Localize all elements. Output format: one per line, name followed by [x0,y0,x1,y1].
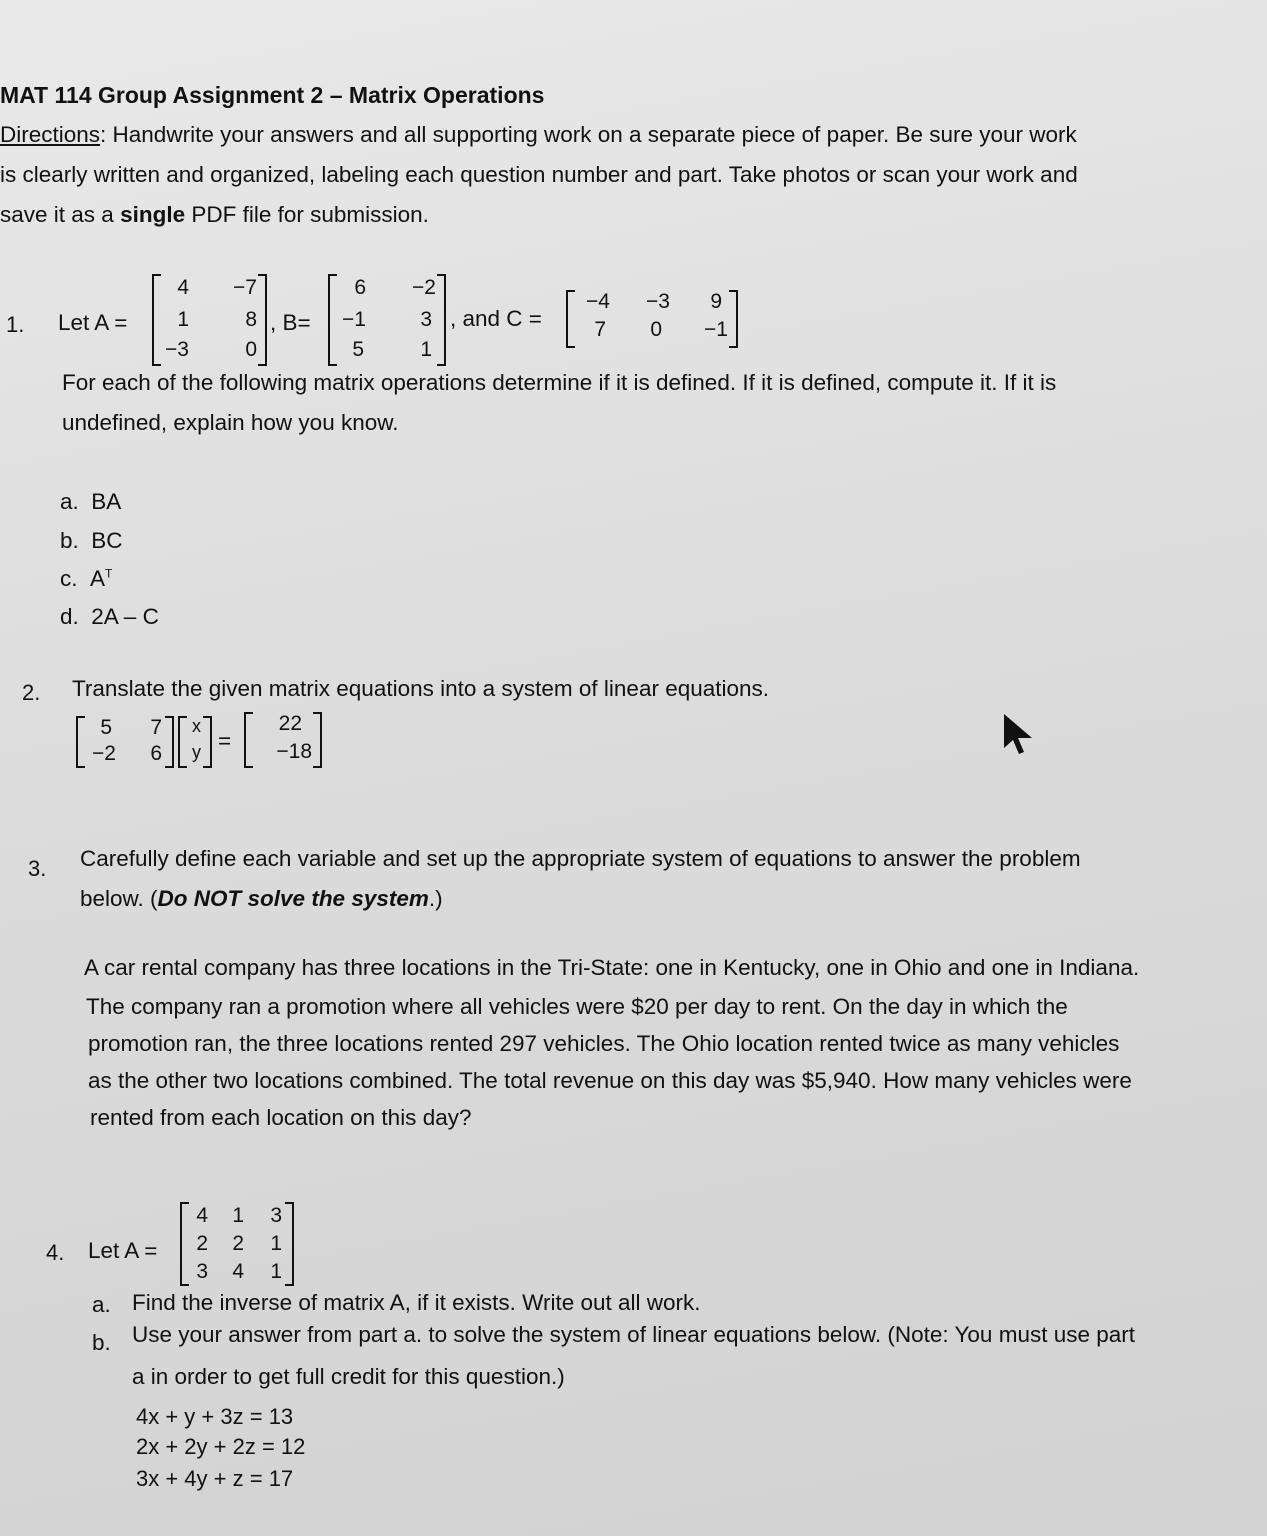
q1-let-a: Let A = [58,310,128,335]
q4-part-a-letter: a. [92,1292,111,1317]
q2-coef-matrix: 5 7 −2 6 [76,716,174,768]
q3-line-2: below. (Do NOT solve the system.) [80,886,443,911]
q1-number: 1. [6,312,25,337]
q3-problem-line-1: A car rental company has three locations in the Tri-State: one in Kentucky, one in Ohio and one in Indiana. [84,955,1140,980]
page-title: MAT 114 Group Assignment 2 – Matrix Operations [0,82,545,108]
q4-equation-3: 3x + 4y + z = 17 [136,1466,294,1491]
q3-number: 3. [28,856,47,881]
q3-problem-line-5: rented from each location on this day? [90,1105,472,1130]
q3-problem-line-4: as the other two locations combined. The total revenue on this day was $5,940. How many vehicles were [88,1068,1132,1093]
mouse-cursor-icon [1000,712,1036,756]
q2-var-vector: x y [178,716,212,768]
q2-number: 2. [22,680,41,705]
q2-text: Translate the given matrix equations into a system of linear equations. [72,676,770,701]
directions-line-1: Directions: Handwrite your answers and all supporting work on a separate piece of paper. Be sure your work [0,122,1077,147]
q1-b-label: , B= [270,310,311,335]
q4-part-b-line-1: Use your answer from part a. to solve the system of linear equations below. (Note: You must use part [132,1322,1136,1347]
directions-line-3: save it as a single PDF file for submission. [0,202,429,227]
q4-equation-2: 2x + 2y + 2z = 12 [136,1434,306,1459]
q3-problem-line-2: The company ran a promotion where all vehicles were $20 per day to rent. On the day in which the [86,994,1068,1019]
q1-part-b: b. BC [60,528,123,553]
q4-part-b-letter: b. [92,1330,111,1355]
q1-and-c: , and C = [450,306,542,331]
q1-part-a: a. BA [60,489,122,514]
q1-instructions-2: undefined, explain how you know. [62,410,399,435]
q4-matrix-a: 4 1 3 2 2 1 3 4 1 [180,1202,294,1286]
q3-line-1: Carefully define each variable and set up the appropriate system of equations to answer the problem [80,846,1081,871]
q2-equals: = [218,728,232,753]
q1-part-c: c. $A^T$ [60,566,113,591]
matrix-b: 6 −2 −1 3 5 1 [328,274,446,366]
q4-part-b-line-2: a in order to get full credit for this question.) [132,1364,565,1389]
q4-part-a: Find the inverse of matrix A, if it exists. Write out all work. [132,1290,701,1315]
q1-part-d: d. 2A – C [60,604,159,629]
matrix-c: −4 −3 9 7 0 −1 [566,290,738,348]
q3-problem-line-3: promotion ran, the three locations rented 297 vehicles. The Ohio location rented twice as many vehicles [88,1031,1120,1056]
q1-instructions-1: For each of the following matrix operations determine if it is defined. If it is defined, compute it. If it is [62,370,1057,395]
q4-equation-1: 4x + y + 3z = 13 [136,1404,294,1429]
matrix-a: 4 −7 1 8 −3 0 [152,274,267,366]
directions-label: Directions [0,122,101,147]
q2-rhs-vector: 22 −18 [244,712,322,768]
q4-number: 4. [46,1240,65,1265]
directions-line-2: is clearly written and organized, labeling each question number and part. Take photos or scan your work and [0,162,1078,187]
q4-let-a: Let A = [88,1238,158,1263]
